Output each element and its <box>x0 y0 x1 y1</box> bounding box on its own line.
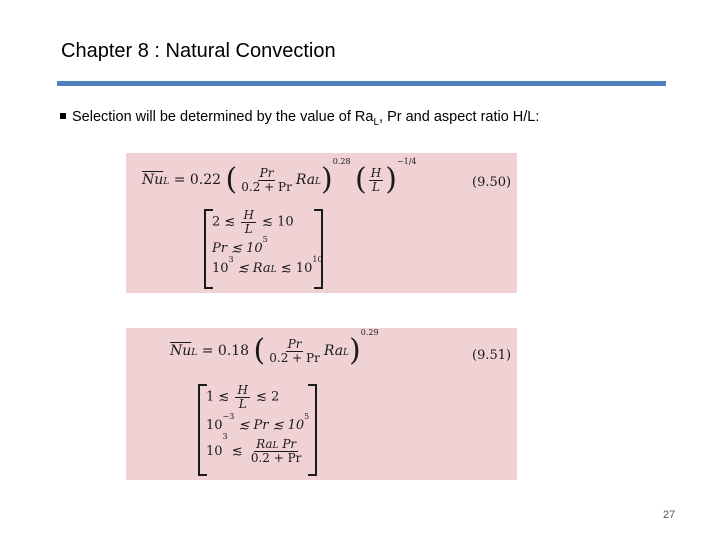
bullet-suffix: , Pr and aspect ratio H/L: <box>379 109 540 125</box>
condition-bracket-right <box>314 209 323 289</box>
bullet-prefix: Selection will be determined by the value of Ra <box>72 109 374 125</box>
condition-bracket-right <box>308 384 317 476</box>
condition-hl: 2 ≲ $\frac{H}{L}$ ≲ 10 <box>212 208 294 236</box>
equation-950-main: $\overline{Nu}L = 0.22$ ( $\frac{Pr}{0.2 + Pr}$ RaL)$^{0.28}$ ( $\frac{H}{L}$ )$^{-1/4}$ <box>142 157 417 197</box>
condition-pr: $10^{-3}$ ≲ Pr ≲ $10^5$ <box>206 412 310 433</box>
bullet-subscript: L <box>373 116 380 128</box>
condition-pr: Pr ≲ $10^5$ <box>212 235 268 256</box>
slide-title: Chapter 8 : Natural Convection <box>61 40 336 62</box>
equation-950-number: (9.50) <box>472 175 512 190</box>
bullet-text <box>60 109 539 128</box>
equation-951-image <box>126 328 517 480</box>
condition-hl: 1 ≲ $\frac{H}{L}$ ≲ 2 <box>206 383 280 411</box>
title-divider <box>57 81 666 86</box>
equation-950-image <box>126 153 517 293</box>
condition-ra: $10^3$ ≲ RaL ≲ $10^{10}$ <box>212 255 323 276</box>
equation-951-number: (9.51) <box>472 348 512 363</box>
page-number: 27 <box>663 509 676 521</box>
equation-951-main: $\overline{Nu}L = 0.18$ ( $\frac{Pr}{0.2 + Pr}$ RaL)$^{0.29}$ <box>170 328 379 368</box>
bullet-icon <box>60 113 66 119</box>
condition-ra: $10^3$ ≲ $\frac{\text{RaL Pr}}{0.2 + Pr}$ <box>206 432 302 466</box>
